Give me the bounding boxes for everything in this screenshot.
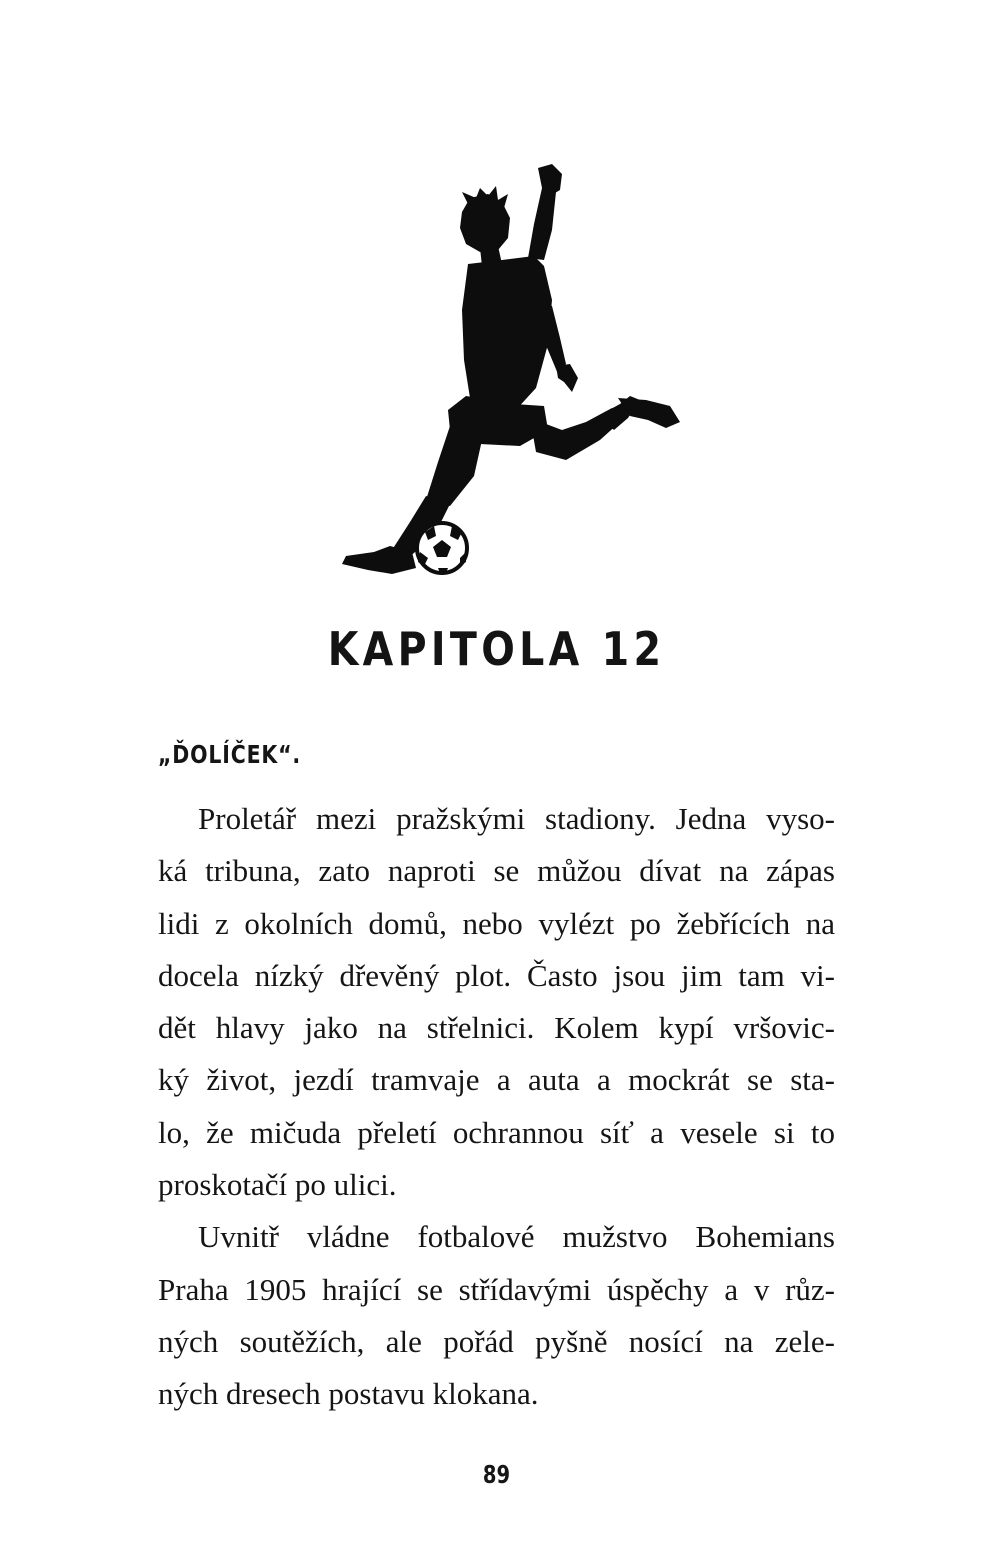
section-lead-word: „ĎOLÍČEK“. xyxy=(158,740,302,769)
text-line: Praha 1905 hrající se střídavými úspěchy a v růz- xyxy=(158,1271,835,1307)
page-number: 89 xyxy=(482,1460,511,1489)
chapter-title: KAPITOLA 12 xyxy=(327,622,666,676)
football-player-silhouette-icon xyxy=(330,160,690,585)
text-line: proskotačí po ulici. xyxy=(158,1167,397,1203)
text-line: lo, že mičuda přeletí ochrannou síť a vesele si to xyxy=(158,1114,835,1150)
text-line: docela nízký dřevěný plot. Často jsou jim tam vi- xyxy=(158,957,835,993)
body-text xyxy=(158,793,835,1421)
text-line: ká tribuna, zato naproti se můžou dívat na zápas xyxy=(158,853,835,889)
football-ball-icon xyxy=(417,523,467,573)
paragraph-2 xyxy=(158,1211,835,1420)
text-line: ných soutěžích, ale pořád pyšně nosící na zele- xyxy=(158,1323,835,1359)
text-line: Uvnitř vládne fotbalové mužstvo Bohemians xyxy=(198,1219,835,1255)
text-line: Proletář mezi pražskými stadiony. Jedna vyso- xyxy=(198,801,835,836)
text-line: lidi z okolních domů, nebo vylézt po žebřících na xyxy=(158,905,835,941)
text-line: ký život, jezdí tramvaje a auta a mockrát se sta- xyxy=(158,1062,835,1098)
paragraph-1 xyxy=(158,793,835,1211)
text-line: dět hlavy jako na střelnici. Kolem kypí vršovic- xyxy=(158,1010,835,1046)
text-line: ných dresech postavu klokana. xyxy=(158,1376,539,1412)
